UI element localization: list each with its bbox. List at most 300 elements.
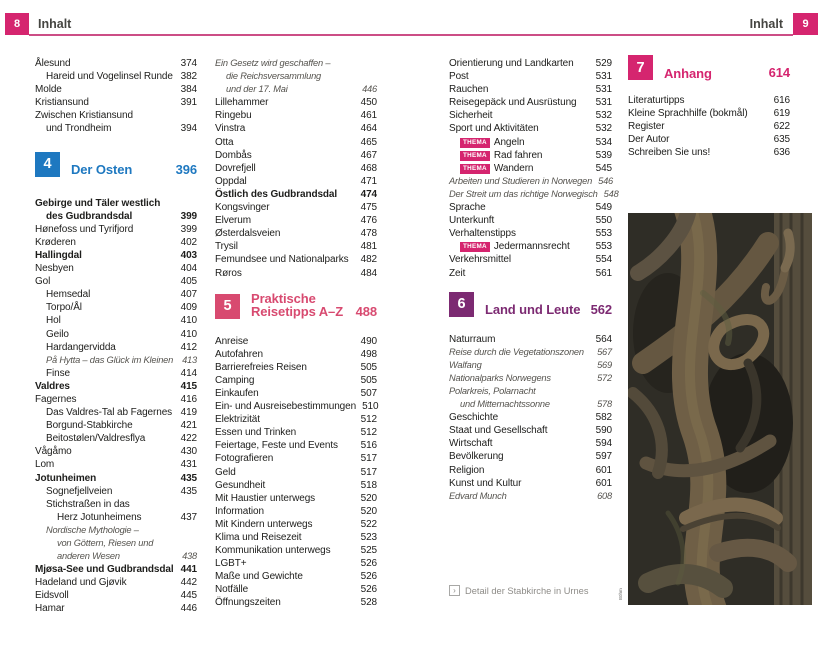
photo-credit: Böhm bbox=[618, 588, 623, 600]
toc-entry-page-number: 531 bbox=[595, 84, 612, 96]
toc-entry-label: Rad fahren bbox=[493, 149, 543, 161]
toc-entry bbox=[215, 109, 377, 122]
toc-entry bbox=[215, 201, 377, 214]
toc-column-2 bbox=[215, 57, 377, 610]
toc-entry-page-number: 512 bbox=[360, 414, 377, 426]
toc-entry-label: Naturraum bbox=[449, 333, 496, 345]
toc-entry-label: des Gudbrandsdal bbox=[46, 210, 133, 222]
spacer bbox=[449, 280, 612, 292]
spacer bbox=[215, 280, 377, 292]
toc-entry-page-number: 399 bbox=[180, 210, 197, 222]
toc-entry bbox=[215, 57, 377, 96]
toc-entry bbox=[35, 70, 197, 83]
toc-entry-label: anderen Wesen bbox=[57, 551, 120, 562]
toc-entry-page-number: 553 bbox=[595, 241, 612, 253]
toc-entry bbox=[35, 445, 197, 458]
toc-entry bbox=[628, 146, 790, 159]
page-number-badge-right: 9 bbox=[793, 13, 818, 35]
toc-entry-label: Maße und Gewichte bbox=[215, 571, 303, 583]
toc-entry-page-number: 402 bbox=[180, 236, 197, 248]
toc-entry bbox=[35, 367, 197, 380]
toc-entry bbox=[35, 563, 197, 576]
toc-entry bbox=[215, 162, 377, 175]
toc-entry bbox=[449, 70, 612, 83]
toc-entry bbox=[215, 227, 377, 240]
toc-entry bbox=[628, 133, 790, 146]
toc-entry bbox=[35, 109, 197, 135]
toc-entry bbox=[35, 380, 197, 393]
toc-entry-page-number: 516 bbox=[360, 440, 377, 452]
toc-entry-label: Fotografieren bbox=[215, 453, 274, 465]
toc-entry bbox=[449, 214, 612, 227]
toc-entry-page-number: 404 bbox=[180, 263, 197, 275]
toc-entry-page-number: 435 bbox=[180, 472, 197, 484]
toc-entry bbox=[215, 505, 377, 518]
toc-entry bbox=[35, 301, 197, 314]
toc-entry-page-number: 481 bbox=[360, 241, 377, 253]
toc-entry-page-number: 550 bbox=[595, 215, 612, 227]
toc-entry-label: Öffnungszeiten bbox=[215, 597, 281, 609]
toc-entry-page-number: 445 bbox=[180, 590, 197, 602]
toc-entry-label: Staat und Gesellschaft bbox=[449, 425, 548, 437]
toc-entry-label: Valdres bbox=[35, 380, 70, 392]
toc-entry bbox=[215, 466, 377, 479]
toc-thema-entry bbox=[449, 136, 612, 149]
chapter-number-box: 6 bbox=[449, 292, 474, 317]
toc-entry-page-number: 416 bbox=[180, 393, 197, 405]
toc-entry-page-number: 569 bbox=[597, 359, 612, 370]
toc-entry-page-number: 608 bbox=[597, 490, 612, 501]
toc-entry-page-number: 461 bbox=[360, 110, 377, 122]
toc-entry bbox=[449, 359, 612, 372]
toc-entry-page-number: 622 bbox=[773, 121, 790, 133]
toc-entry-page-number: 476 bbox=[360, 215, 377, 227]
toc-entry-page-number: 438 bbox=[182, 551, 197, 562]
toc-entry-page-number: 554 bbox=[595, 254, 612, 266]
toc-entry-page-number: 531 bbox=[595, 97, 612, 109]
toc-entry bbox=[449, 490, 612, 503]
toc-entry-label: Orientierung und Landkarten bbox=[449, 58, 574, 69]
toc-entry-page-number: 437 bbox=[180, 511, 197, 523]
toc-entry-page-number: 531 bbox=[595, 71, 612, 83]
toc-entry-label: Kristiansund bbox=[35, 97, 89, 109]
toc-entry-label: Vågåmo bbox=[35, 446, 72, 458]
toc-entry-label: Geschichte bbox=[449, 412, 499, 424]
toc-entry bbox=[215, 426, 377, 439]
toc-entry-page-number: 441 bbox=[180, 564, 197, 576]
toc-entry-label: Røros bbox=[215, 267, 242, 279]
toc-entry-label: Ålesund bbox=[35, 58, 71, 69]
toc-entry-label: Gol bbox=[35, 276, 51, 288]
toc-entry bbox=[215, 492, 377, 505]
toc-entry-label: Mit Haustier unterwegs bbox=[215, 492, 316, 504]
toc-entry bbox=[35, 419, 197, 432]
toc-entry-page-number: 399 bbox=[180, 223, 197, 235]
toc-entry bbox=[215, 240, 377, 253]
toc-entry bbox=[449, 346, 612, 359]
toc-entry-page-number: 567 bbox=[597, 346, 612, 357]
toc-entry-label: Jotunheimen bbox=[35, 472, 97, 484]
toc-entry-page-number: 528 bbox=[360, 597, 377, 609]
toc-entry-page-number: 468 bbox=[360, 162, 377, 174]
toc-entry-page-number: 636 bbox=[773, 147, 790, 159]
toc-entry bbox=[35, 498, 197, 524]
toc-entry-label: Reisegepäck und Ausrüstung bbox=[449, 97, 577, 109]
toc-entry-label: Angeln bbox=[493, 136, 525, 148]
photo-caption bbox=[449, 585, 589, 596]
toc-entry-page-number: 490 bbox=[360, 335, 377, 347]
toc-entry bbox=[35, 275, 197, 288]
toc-entry-page-number: 409 bbox=[180, 302, 197, 314]
chapter-heading bbox=[449, 292, 612, 317]
toc-entry-label: und Mitternachtssonne bbox=[460, 399, 550, 410]
toc-entry-page-number: 564 bbox=[595, 333, 612, 345]
chapter-title: Anhang bbox=[664, 65, 712, 81]
toc-entry-page-number: 532 bbox=[595, 110, 612, 122]
toc-entry-page-number: 597 bbox=[595, 451, 612, 463]
toc-column-3 bbox=[449, 57, 619, 503]
toc-entry-label: Mjøsa-See und Gudbrandsdal bbox=[35, 564, 174, 576]
toc-entry-label: Sport und Aktivitäten bbox=[449, 123, 539, 135]
toc-entry-label: Der Autor bbox=[628, 134, 670, 146]
toc-entry-page-number: 450 bbox=[360, 97, 377, 109]
toc-entry bbox=[449, 477, 612, 490]
toc-entry-label: Eidsvoll bbox=[35, 590, 69, 602]
chapter-page-number: 562 bbox=[590, 301, 612, 317]
toc-entry-label: Einkaufen bbox=[215, 387, 259, 399]
toc-entry-page-number: 407 bbox=[180, 289, 197, 301]
toc-entry-page-number: 446 bbox=[180, 603, 197, 615]
toc-entry bbox=[215, 557, 377, 570]
toc-entry bbox=[215, 253, 377, 266]
toc-entry bbox=[35, 393, 197, 406]
toc-entry bbox=[35, 576, 197, 589]
toc-entry-label: Nationalparks Norwegens bbox=[449, 372, 551, 383]
toc-entry-page-number: 414 bbox=[180, 367, 197, 379]
toc-entry bbox=[215, 452, 377, 465]
chapter-number-box: 4 bbox=[35, 152, 60, 177]
header-rule bbox=[29, 34, 793, 36]
toc-entry-page-number: 464 bbox=[360, 123, 377, 135]
toc-entry-page-number: 415 bbox=[180, 380, 197, 392]
chapter-page-number: 488 bbox=[355, 303, 377, 319]
toc-entry-page-number: 394 bbox=[180, 123, 197, 135]
toc-entry-page-number: 522 bbox=[360, 518, 377, 530]
toc-entry bbox=[35, 223, 197, 236]
toc-entry bbox=[449, 464, 612, 477]
toc-entry-page-number: 430 bbox=[180, 446, 197, 458]
toc-entry-page-number: 510 bbox=[362, 401, 379, 413]
toc-entry-page-number: 507 bbox=[360, 387, 377, 399]
toc-entry-page-number: 525 bbox=[360, 545, 377, 557]
chapter-title: Praktische Reisetipps A–Z bbox=[251, 290, 344, 320]
toc-entry-page-number: 505 bbox=[360, 374, 377, 386]
toc-entry-label: Sognefjellveien bbox=[46, 485, 113, 497]
toc-entry bbox=[35, 236, 197, 249]
toc-entry bbox=[215, 531, 377, 544]
toc-entry-page-number: 467 bbox=[360, 149, 377, 161]
toc-entry bbox=[215, 596, 377, 609]
toc-entry-label: Camping bbox=[215, 374, 255, 386]
toc-entry-page-number: 590 bbox=[595, 425, 612, 437]
toc-entry-label: Dombås bbox=[215, 149, 252, 161]
toc-entry-label: Femundsee und Nationalparks bbox=[215, 254, 349, 266]
toc-entry-label: Kunst und Kultur bbox=[449, 477, 522, 489]
toc-entry-label: Notfälle bbox=[215, 584, 249, 596]
toc-entry-page-number: 446 bbox=[362, 84, 377, 95]
toc-entry bbox=[628, 107, 790, 120]
toc-entry-page-number: 553 bbox=[595, 228, 612, 240]
toc-thema-entry bbox=[449, 149, 612, 162]
toc-entry-page-number: 546 bbox=[598, 175, 614, 186]
toc-entry bbox=[215, 175, 377, 188]
toc-entry-label: Oppdal bbox=[215, 175, 247, 187]
chapter-page-number: 396 bbox=[175, 161, 197, 177]
toc-entry bbox=[35, 354, 197, 367]
chapter-number-box: 5 bbox=[215, 294, 240, 319]
chapter-heading bbox=[35, 152, 197, 177]
toc-entry bbox=[215, 136, 377, 149]
toc-entry bbox=[35, 197, 197, 223]
toc-entry-label: Hemsedal bbox=[46, 289, 91, 301]
toc-entry bbox=[35, 432, 197, 445]
toc-entry-label: Elektrizität bbox=[215, 414, 260, 426]
toc-entry-label: Borgund-Stabkirche bbox=[46, 420, 133, 432]
toc-entry-label: Der Streit um das richtige Norwegisch bbox=[449, 188, 598, 199]
page-number-badge-left: 8 bbox=[5, 13, 29, 35]
toc-entry-page-number: 498 bbox=[360, 348, 377, 360]
toc-entry-page-number: 505 bbox=[360, 361, 377, 373]
toc-column-4 bbox=[628, 55, 790, 159]
toc-entry-label: Beitostølen/Valdresflya bbox=[46, 433, 146, 445]
toc-entry-label: Östlich des Gudbrandsdal bbox=[215, 188, 338, 200]
toc-entry-label: Gebirge und Täler westlich bbox=[35, 197, 161, 209]
toc-entry-label: Information bbox=[215, 505, 264, 517]
toc-entry-label: die Reichsversammlung bbox=[226, 71, 322, 82]
toc-entry bbox=[35, 314, 197, 327]
toc-entry bbox=[449, 437, 612, 450]
toc-entry-label: Reise durch die Vegetationszonen bbox=[449, 346, 584, 357]
toc-entry-page-number: 582 bbox=[595, 412, 612, 424]
stave-church-carving-photo bbox=[628, 213, 812, 605]
toc-entry-label: Hallingdal bbox=[35, 249, 82, 261]
toc-entry-label: Nordische Mythologie – bbox=[46, 524, 139, 535]
toc-entry-label: Mit Kindern unterwegs bbox=[215, 518, 313, 530]
toc-entry-label: Anreise bbox=[215, 335, 249, 347]
toc-entry-page-number: 382 bbox=[180, 71, 197, 83]
toc-entry-page-number: 465 bbox=[360, 136, 377, 148]
toc-entry-label: Kleine Sprachhilfe (bokmål) bbox=[628, 108, 748, 120]
toc-entry-page-number: 421 bbox=[180, 420, 197, 432]
chapter-heading bbox=[628, 55, 790, 80]
toc-entry-page-number: 529 bbox=[595, 58, 612, 69]
header-title-right: Inhalt bbox=[749, 17, 783, 31]
toc-entry-page-number: 442 bbox=[180, 577, 197, 589]
toc-entry-page-number: 601 bbox=[595, 477, 612, 489]
toc-entry-page-number: 405 bbox=[180, 276, 197, 288]
toc-entry-label: Trysil bbox=[215, 241, 238, 253]
toc-entry-page-number: 412 bbox=[180, 341, 197, 353]
toc-entry-page-number: 594 bbox=[595, 438, 612, 450]
toc-entry bbox=[35, 57, 197, 70]
toc-entry bbox=[35, 341, 197, 354]
toc-entry bbox=[215, 400, 377, 413]
toc-entry-label: Gesundheit bbox=[215, 479, 266, 491]
spacer bbox=[35, 136, 197, 152]
toc-entry-label: Klima und Reisezeit bbox=[215, 532, 302, 543]
toc-entry-label: Autofahren bbox=[215, 348, 263, 360]
toc-entry-label: Krøderen bbox=[35, 236, 76, 248]
toc-entry-page-number: 478 bbox=[360, 228, 377, 240]
toc-entry-page-number: 548 bbox=[603, 188, 619, 199]
toc-entry bbox=[215, 387, 377, 400]
toc-entry bbox=[35, 249, 197, 262]
toc-entry bbox=[449, 188, 619, 201]
toc-entry-page-number: 520 bbox=[360, 505, 377, 517]
toc-entry bbox=[449, 109, 612, 122]
toc-entry-label: LGBT+ bbox=[215, 558, 247, 570]
toc-entry bbox=[449, 253, 612, 266]
toc-entry-page-number: 619 bbox=[773, 108, 790, 120]
toc-entry-label: Barrierefreies Reisen bbox=[215, 361, 307, 373]
chapter-title: Land und Leute bbox=[485, 302, 581, 318]
toc-entry-label: Stichstraßen in das bbox=[46, 498, 130, 510]
toc-entry-page-number: 539 bbox=[595, 149, 612, 161]
toc-entry-page-number: 384 bbox=[180, 84, 197, 96]
toc-entry-label: Finse bbox=[46, 367, 70, 379]
toc-entry bbox=[35, 602, 197, 615]
toc-entry-label: Geld bbox=[215, 466, 236, 478]
toc-entry-label: von Göttern, Riesen und bbox=[57, 538, 154, 548]
toc-entry-label: Edvard Munch bbox=[449, 490, 507, 501]
toc-entry bbox=[215, 479, 377, 492]
toc-entry bbox=[35, 589, 197, 602]
toc-entry-label: Hamar bbox=[35, 603, 65, 615]
toc-entry-label: Otta bbox=[215, 136, 234, 148]
toc-entry bbox=[35, 524, 197, 563]
toc-entry bbox=[215, 267, 377, 280]
toc-entry-label: und Trondheim bbox=[46, 123, 112, 135]
toc-entry-page-number: 374 bbox=[180, 58, 197, 69]
toc-entry bbox=[449, 333, 612, 346]
toc-entry bbox=[449, 385, 612, 411]
toc-entry bbox=[35, 328, 197, 341]
toc-entry bbox=[215, 361, 377, 374]
toc-entry-page-number: 635 bbox=[773, 134, 790, 146]
toc-entry bbox=[449, 450, 612, 463]
toc-entry-label: Ein- und Ausreisebestimmungen bbox=[215, 401, 357, 413]
chapter-page-number: 614 bbox=[768, 65, 790, 80]
toc-entry-label: Wirtschaft bbox=[449, 438, 493, 450]
toc-entry bbox=[215, 583, 377, 596]
toc-entry-page-number: 410 bbox=[180, 315, 197, 327]
carving-illustration bbox=[628, 213, 812, 605]
toc-entry-page-number: 410 bbox=[180, 328, 197, 340]
header-title-left: Inhalt bbox=[38, 17, 72, 31]
toc-entry-page-number: 545 bbox=[595, 162, 612, 174]
toc-entry-page-number: 474 bbox=[360, 188, 377, 200]
toc-entry-label: Hønefoss und Tyrifjord bbox=[35, 223, 134, 235]
toc-entry bbox=[215, 518, 377, 531]
toc-entry-page-number: 616 bbox=[773, 95, 790, 106]
toc-entry-label: Zeit bbox=[449, 267, 466, 279]
toc-entry-page-number: 578 bbox=[597, 399, 612, 410]
toc-entry-page-number: 561 bbox=[595, 267, 612, 279]
toc-entry-label: Ringebu bbox=[215, 110, 252, 122]
toc-entry bbox=[215, 439, 377, 452]
thema-badge: THEMA bbox=[460, 138, 490, 148]
chapter-title: Der Osten bbox=[71, 162, 133, 178]
toc-entry-label: Herz Jotunheimens bbox=[57, 511, 142, 523]
toc-entry-page-number: 520 bbox=[360, 492, 377, 504]
toc-entry-page-number: 601 bbox=[595, 464, 612, 476]
toc-entry-page-number: 475 bbox=[360, 202, 377, 214]
toc-entry-page-number: 517 bbox=[360, 466, 377, 478]
toc-entry-label: Feiertage, Feste und Events bbox=[215, 440, 338, 452]
toc-entry-label: Østerdalsveien bbox=[215, 228, 281, 240]
toc-entry bbox=[449, 424, 612, 437]
toc-entry-label: Lillehammer bbox=[215, 97, 269, 109]
toc-thema-entry bbox=[449, 162, 612, 175]
chapter-heading bbox=[215, 292, 377, 319]
toc-entry bbox=[215, 374, 377, 387]
toc-entry-label: På Hytta – das Glück im Kleinen bbox=[46, 354, 174, 365]
toc-entry-label: Hareid und Vogelinsel Runde bbox=[46, 71, 173, 83]
toc-entry-label: Verhaltenstipps bbox=[449, 228, 516, 240]
toc-column-1 bbox=[35, 57, 197, 616]
chapter-number-box: 7 bbox=[628, 55, 653, 80]
toc-entry bbox=[628, 94, 790, 107]
toc-entry-label: und der 17. Mai bbox=[226, 84, 288, 95]
toc-entry bbox=[35, 406, 197, 419]
toc-entry-label: Dovrefjell bbox=[215, 162, 256, 174]
toc-entry-page-number: 523 bbox=[360, 532, 377, 543]
toc-entry bbox=[35, 262, 197, 275]
toc-entry-label: Hol bbox=[46, 315, 61, 327]
toc-entry-label: Fagernes bbox=[35, 393, 77, 405]
toc-entry bbox=[35, 458, 197, 471]
toc-entry bbox=[449, 411, 612, 424]
toc-entry bbox=[35, 288, 197, 301]
toc-entry bbox=[449, 267, 612, 280]
toc-entry bbox=[628, 120, 790, 133]
toc-entry-page-number: 431 bbox=[180, 459, 197, 471]
toc-entry-label: Register bbox=[628, 121, 665, 133]
toc-entry bbox=[449, 372, 612, 385]
toc-entry-page-number: 572 bbox=[597, 372, 612, 383]
toc-entry bbox=[35, 472, 197, 485]
toc-entry-label: Vinstra bbox=[215, 123, 246, 135]
toc-entry-label: Essen und Trinken bbox=[215, 427, 297, 439]
toc-entry-label: Post bbox=[449, 71, 469, 83]
toc-entry-label: Walfang bbox=[449, 359, 482, 370]
toc-entry-page-number: 482 bbox=[360, 254, 377, 266]
toc-entry-page-number: 526 bbox=[360, 584, 377, 596]
toc-entry-label: Sicherheit bbox=[449, 110, 493, 122]
toc-entry-label: Arbeiten und Studieren in Norwegen bbox=[449, 175, 593, 186]
toc-entry bbox=[35, 83, 197, 96]
toc-entry bbox=[35, 96, 197, 109]
toc-entry-label: Nesbyen bbox=[35, 263, 74, 275]
toc-entry-page-number: 391 bbox=[180, 97, 197, 109]
toc-entry bbox=[215, 335, 377, 348]
toc-entry bbox=[449, 57, 612, 70]
toc-entry-page-number: 435 bbox=[180, 485, 197, 497]
thema-badge: THEMA bbox=[460, 164, 490, 174]
toc-entry-page-number: 413 bbox=[182, 354, 197, 365]
toc-entry-label: Religion bbox=[449, 464, 485, 476]
toc-entry-label: Kommunikation unterwegs bbox=[215, 545, 331, 557]
